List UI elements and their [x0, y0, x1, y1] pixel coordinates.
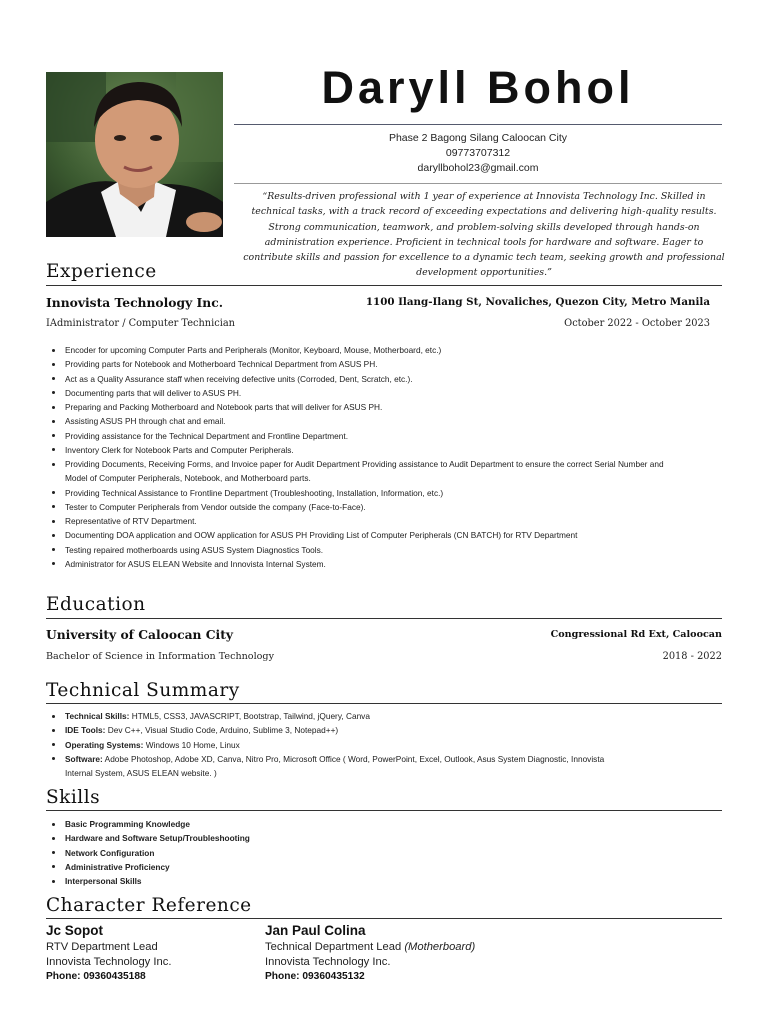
- technical-summary-item: [46, 709, 606, 723]
- technical-summary-item: [46, 752, 606, 781]
- experience-duty-item: Providing parts for Notebook and Motherboard Technical Department from ASUS PH.: [46, 357, 676, 371]
- skill-item: Interpersonal Skills: [46, 874, 446, 888]
- experience-duty-item: Documenting parts that will deliver to ASUS PH.: [46, 386, 676, 400]
- phone-number: 09773707312: [445, 147, 511, 159]
- skill-item: Administrative Proficiency: [46, 860, 446, 874]
- experience-divider: [46, 285, 722, 286]
- technical-summary-text: HTML5, CSS3, JAVASCRIPT, Bootstrap, Tailwind, jQuery, Canva: [129, 711, 370, 721]
- experience-duty-item: Administrator for ASUS ELEAN Website and Innovista Internal System.: [46, 557, 676, 571]
- skills-divider: [46, 810, 722, 811]
- experience-duty-item: Assisting ASUS PH through chat and email.: [46, 414, 676, 428]
- experience-duty-item: Preparing and Packing Motherboard and Notebook parts that will deliver for ASUS PH.: [46, 400, 676, 414]
- technical-summary-divider: [46, 703, 722, 704]
- experience-duty-item: Inventory Clerk for Notebook Parts and Computer Peripherals.: [46, 443, 676, 457]
- address: Phase 2 Bagong Silang Caloocan City: [388, 132, 568, 144]
- reference-company: Innovista Technology Inc.: [46, 956, 172, 968]
- character-reference-heading: Character Reference: [46, 895, 252, 916]
- candidate-name: Daryll Bohol: [321, 62, 635, 113]
- experience-duty-item: Providing assistance for the Technical Department and Frontline Department.: [46, 429, 676, 443]
- reference-name: Jc Sopot: [46, 923, 104, 938]
- technical-summary-list: [46, 709, 606, 780]
- experience-duty-item: Encoder for upcoming Computer Parts and Peripherals (Monitor, Keyboard, Mouse, Motherboard, etc.): [46, 343, 676, 357]
- experience-duty-item: Tester to Computer Peripherals from Vendor outside the company (Face-to-Face).: [46, 500, 676, 514]
- reference-company: Innovista Technology Inc.: [265, 956, 391, 968]
- experience-dates: October 2022 - October 2023: [564, 318, 710, 329]
- profile-photo: [46, 72, 223, 237]
- reference-name: Jan Paul Colina: [265, 923, 366, 938]
- technical-summary-text: Dev C++, Visual Studio Code, Arduino, Sublime 3, Notepad++): [105, 725, 339, 736]
- education-location: Congressional Rd Ext, Caloocan: [550, 629, 722, 640]
- reference-phone: Phone: 09360435132: [265, 971, 365, 982]
- reference-position: RTV Department Lead: [46, 941, 158, 953]
- experience-duty-item: Act as a Quality Assurance staff when receiving defective units (Corroded, Dent, Scratch, etc.).: [46, 372, 676, 386]
- experience-duty-item: Documenting DOA application and OOW application for ASUS PH Providing List of Computer Peripherals (CN BATCH) for RTV Department: [46, 528, 676, 542]
- skills-heading: Skills: [46, 787, 101, 808]
- experience-location: 1100 Ilang-Ilang St, Novaliches, Quezon City, Metro Manila: [365, 296, 710, 308]
- skill-item: Basic Programming Knowledge: [46, 817, 446, 831]
- technical-summary-label: Software:: [65, 753, 103, 764]
- experience-heading: Experience: [46, 261, 157, 282]
- experience-duties-list: [46, 343, 676, 571]
- education-divider: [46, 618, 722, 619]
- reference-phone: Phone: 09360435188: [46, 971, 146, 982]
- technical-summary-text: Adobe Photoshop, Adobe XD, Canva, Nitro Pro, Microsoft Office ( Word, PowerPoint, Excel, Outlook, Asus System Diagnostic, Innovista Internal System, ASUS ELEAN website. ): [65, 753, 605, 778]
- education-degree: Bachelor of Science in Information Technology: [46, 651, 274, 662]
- contact-divider: [234, 183, 722, 184]
- reference-position-title: Technical Department Lead: [265, 941, 405, 953]
- experience-company: Innovista Technology Inc.: [46, 295, 223, 310]
- education-years: 2018 - 2022: [662, 651, 722, 662]
- education-school: University of Caloocan City: [46, 627, 234, 642]
- email-address: daryllbohol23@gmail.com: [417, 162, 539, 174]
- header-divider: [234, 124, 722, 125]
- technical-summary-heading: Technical Summary: [46, 680, 240, 701]
- technical-summary-item: [46, 738, 606, 752]
- reference-position: [265, 940, 565, 955]
- experience-duty-item: Providing Documents, Receiving Forms, and Invoice paper for Audit Department Providing assistance to Audit Department to ensure the correct Serial Number and Model of Computer Peripherals, Notebook, and Motherboard parts.: [46, 457, 676, 486]
- technical-summary-label: Operating Systems:: [65, 739, 144, 750]
- technical-summary-item: [46, 723, 606, 737]
- experience-duty-item: Providing Technical Assistance to Frontline Department (Troubleshooting, Installation, Information, etc.): [46, 486, 676, 500]
- profile-photo-image: [46, 72, 223, 237]
- technical-summary-label: IDE Tools:: [65, 725, 106, 736]
- reference-position-note: (Motherboard): [404, 941, 476, 953]
- skill-item: Hardware and Software Setup/Troubleshooting: [46, 831, 446, 845]
- experience-role: IAdministrator / Computer Technician: [46, 318, 235, 329]
- experience-duty-item: Testing repaired motherboards using ASUS System Diagnostics Tools.: [46, 543, 676, 557]
- technical-summary-label: Technical Skills:: [65, 711, 130, 721]
- education-heading: Education: [46, 594, 146, 615]
- reference-card: [265, 923, 565, 982]
- professional-summary: “Results-driven professional with 1 year of experience at Innovista Technology Inc. Skilled in technical tasks, with a track record of exceeding expectations and delivering high-quality results. Strong communication, teamwork, and problem-solving skills developed through hands-on administration experience. Proficient in technical tools for hardware and software. Eager to contribute skills and passion for excellence to a dynamic tech team, seeking growth and professional development opportunities.”: [243, 191, 725, 279]
- skill-item: Network Configuration: [46, 846, 446, 860]
- experience-duty-item: Representative of RTV Department.: [46, 514, 676, 528]
- technical-summary-text: Windows 10 Home, Linux: [143, 739, 240, 750]
- reference-card: [46, 923, 256, 982]
- skills-list: [46, 817, 446, 888]
- character-reference-divider: [46, 918, 722, 919]
